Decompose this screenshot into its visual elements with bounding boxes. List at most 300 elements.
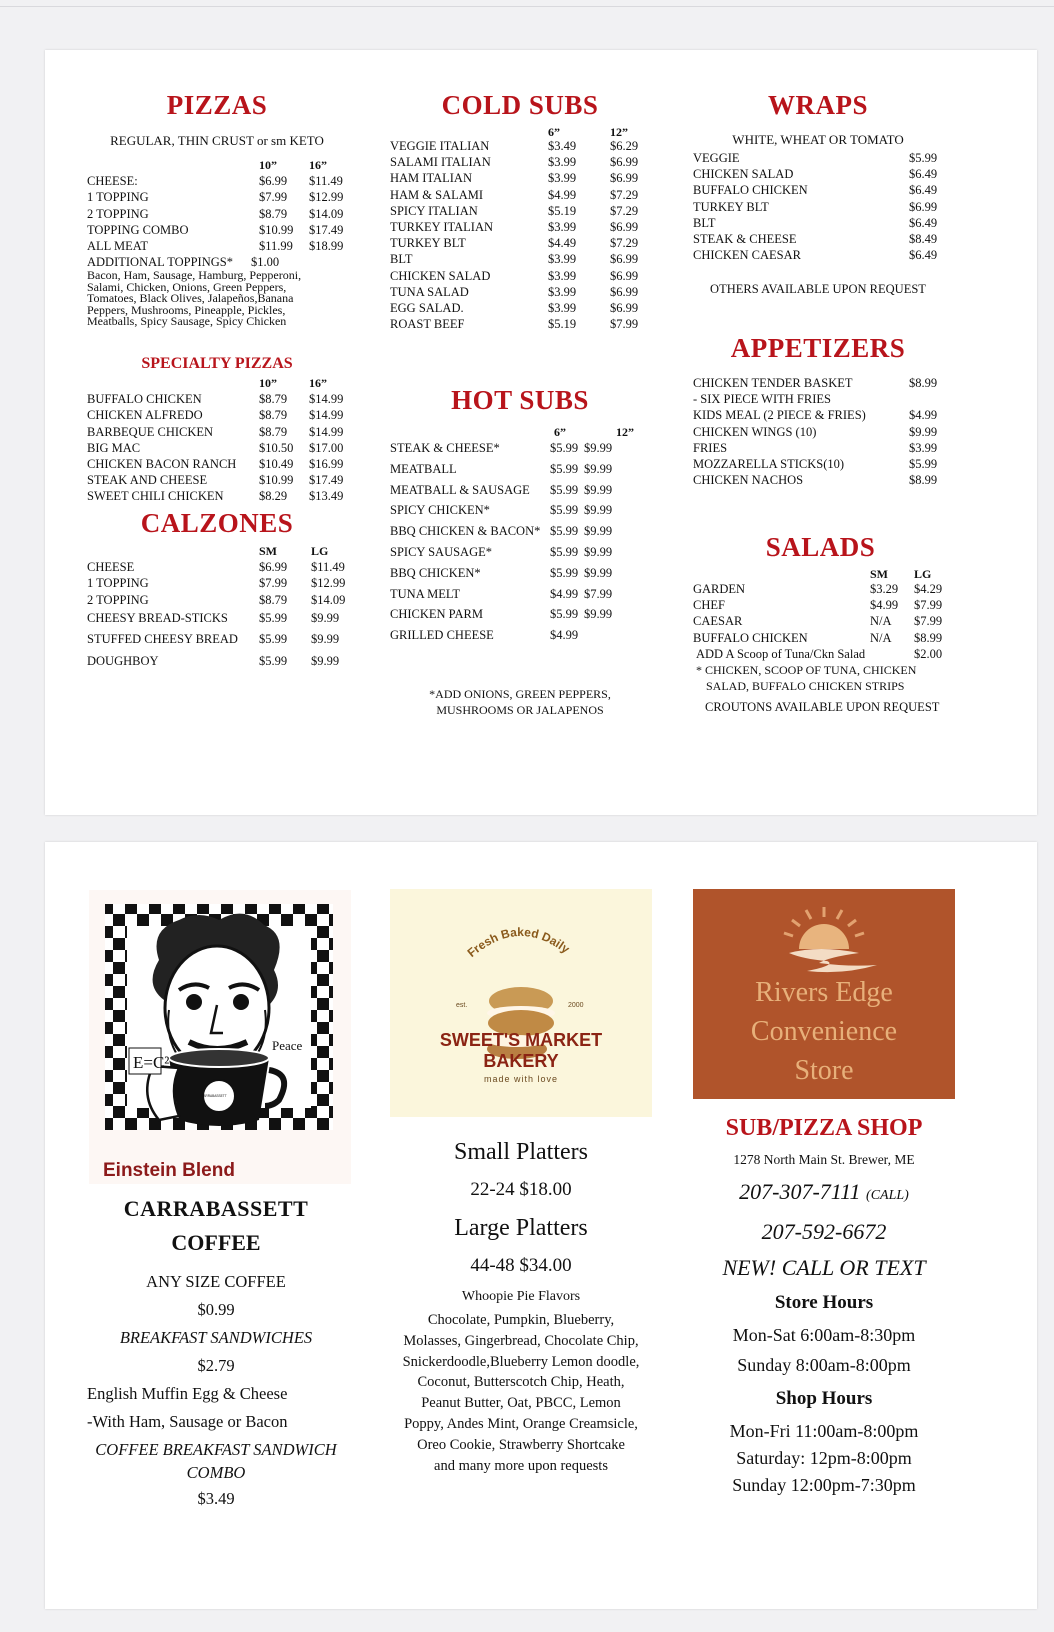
menu-row	[693, 581, 948, 597]
item-price-large: $7.99	[584, 586, 613, 601]
menu-row	[390, 170, 650, 186]
item-price: $8.99	[909, 376, 938, 390]
item-price-large: $6.99	[610, 155, 639, 170]
combo-price: $3.49	[197, 1489, 235, 1508]
item-price-large: $9.99	[584, 524, 613, 539]
menu-row	[390, 203, 650, 219]
hot-subs-note: *ADD ONIONS, GREEN PEPPERS,	[429, 686, 611, 701]
menu-row	[390, 604, 650, 625]
item-price-small: $5.99	[259, 653, 288, 668]
salad-toppings-note: SALAD, BUFFALO CHICKEN STRIPS	[706, 679, 905, 694]
item-price-small: $4.99	[870, 598, 899, 613]
item-name: TUNA MELT	[390, 586, 461, 601]
store-hours-line: Mon-Sat 6:00am-8:30pm	[732, 1325, 916, 1345]
item-price-small: $4.99	[550, 628, 579, 643]
wraps-title: WRAPS	[767, 90, 868, 120]
item-price-large: $6.99	[610, 268, 639, 283]
whoopie-flavor-line: Peanut Butter, Oat, PBCC, Lemon	[421, 1395, 621, 1412]
item-name: - SIX PIECE WITH FRIES	[693, 392, 831, 407]
menu-row	[390, 542, 650, 563]
item-price-large: $7.29	[610, 236, 639, 251]
menu-row	[390, 438, 650, 459]
menu-row	[390, 235, 650, 251]
menu-row	[87, 575, 347, 591]
svg-text:Fresh Baked Daily	[465, 925, 573, 960]
item-name: BARBEQUE CHICKEN	[87, 424, 214, 439]
menu-row	[693, 247, 943, 263]
size-header: 6”	[554, 425, 566, 439]
menu-row	[390, 521, 650, 542]
item-price: $6.99	[909, 199, 938, 214]
phone-text[interactable]: 207-592-6672	[761, 1219, 887, 1244]
menu-row	[693, 407, 943, 423]
size-header: 12”	[610, 125, 628, 139]
item-price-small: $5.99	[550, 441, 579, 455]
size-header: 12”	[616, 425, 634, 439]
item-price-large: $9.99	[584, 441, 613, 455]
logo-formula: E=C²	[133, 1053, 170, 1072]
item-name: SPICY CHICKEN*	[390, 503, 490, 518]
item-price-small: $6.99	[259, 174, 288, 189]
logo-line: Rivers Edge	[755, 977, 893, 1008]
shop-hours-line: Mon-Fri 11:00am-8:00pm	[729, 1421, 919, 1441]
item-price-large: $4.29	[914, 582, 943, 596]
item-price-large: $6.99	[610, 301, 639, 316]
menu-row	[693, 613, 948, 629]
menu-row	[390, 480, 650, 501]
item-price: $6.49	[909, 248, 938, 263]
coffee-title: CARRABASSETT	[123, 1196, 309, 1221]
size-header: LG	[914, 567, 932, 581]
item-name: SWEET CHILI CHICKEN	[87, 489, 224, 504]
item-price-large: $9.99	[311, 653, 340, 668]
size-header: 10”	[259, 158, 277, 172]
item-price-large: $12.99	[311, 576, 346, 591]
item-price-small: $3.99	[548, 155, 577, 170]
item-price-small: $3.99	[548, 252, 577, 267]
item-price: $9.99	[909, 424, 938, 439]
item-price-large: $6.99	[610, 284, 639, 299]
item-name: BUFFALO CHICKEN	[693, 183, 808, 198]
item-price-small: $5.99	[550, 503, 579, 518]
item-name: MEATBALL & SAUSAGE	[390, 482, 530, 497]
logo-line: Store	[794, 1055, 854, 1086]
specialty-title: SPECIALTY PIZZAS	[141, 355, 293, 372]
large-platters: Large Platters	[454, 1215, 588, 1241]
small-platters: Small Platters	[454, 1139, 588, 1165]
phone-call-tag: (CALL)	[866, 1188, 909, 1203]
menu-row	[87, 559, 347, 575]
item-price-small: $8.79	[259, 206, 288, 221]
item-price-small: $8.79	[259, 408, 288, 423]
menu-row	[693, 150, 943, 166]
item-price-large: $11.49	[311, 560, 345, 575]
item-price-small: $5.99	[550, 565, 579, 580]
menu-row	[390, 138, 650, 154]
item-price-large: $13.49	[309, 489, 344, 504]
size-header: 10”	[259, 376, 277, 390]
menu-row	[693, 231, 943, 247]
menu-row	[87, 472, 347, 488]
large-platters-detail: 44-48 $34.00	[470, 1255, 572, 1276]
item-name: HAM & SALAMI	[390, 187, 484, 202]
item-price-small: $10.50	[259, 440, 294, 455]
shop-hours-line: Sunday 12:00pm-7:30pm	[732, 1475, 916, 1495]
item-name: BLT	[390, 252, 413, 267]
menu-row	[390, 251, 650, 267]
hot-subs-title: HOT SUBS	[451, 385, 589, 415]
item-price-small: $10.99	[259, 222, 294, 237]
item-price-small: $11.99	[259, 239, 293, 254]
logo-caption: Einstein Blend	[103, 1160, 235, 1181]
menu-row	[87, 238, 347, 254]
salad-croutons-note: CROUTONS AVAILABLE UPON REQUEST	[705, 700, 940, 715]
shop-hours-line: Saturday: 12pm-8:00pm	[736, 1448, 912, 1468]
item-name: BUFFALO CHICKEN	[693, 630, 808, 645]
item-name: BLT	[693, 215, 716, 230]
phone-call[interactable]: 207-307-7111	[739, 1179, 861, 1204]
item-price-large: $6.99	[610, 220, 639, 235]
breakfast-sandwiches: BREAKFAST SANDWICHES	[119, 1328, 313, 1347]
salad-toppings-note: * CHICKEN, SCOOP OF TUNA, CHICKEN	[696, 663, 917, 678]
breakfast-price: $2.79	[197, 1356, 235, 1375]
rivers-edge-logo	[693, 889, 955, 1099]
item-price-small: $3.99	[548, 220, 577, 235]
muffin-options: -With Ham, Sausage or Bacon	[87, 1412, 288, 1431]
menu-row	[390, 625, 650, 646]
item-name: MEATBALL	[390, 461, 457, 476]
item-name: 1 TOPPING	[87, 576, 149, 591]
size-header: SM	[870, 567, 888, 581]
einstein-blend-logo	[89, 890, 351, 1184]
item-price-small: $8.29	[259, 489, 288, 504]
hot-subs-note: MUSHROOMS OR JALAPENOS	[436, 702, 604, 717]
item-price-large: $9.99	[584, 482, 613, 497]
item-name: CHICKEN SALAD	[693, 167, 794, 182]
whoopie-flavor-line: and many more upon requests	[434, 1457, 608, 1474]
top-divider	[0, 6, 1054, 7]
whoopie-flavor-line: Chocolate, Pumpkin, Blueberry,	[427, 1312, 615, 1328]
appetizers-title: APPETIZERS	[730, 333, 906, 363]
size-header: LG	[311, 544, 329, 558]
wraps-subtitle: WHITE, WHEAT OR TOMATO	[732, 132, 904, 147]
item-price-large: $18.99	[309, 239, 344, 254]
menu-row	[87, 206, 347, 222]
item-name: CHICKEN BACON RANCH	[87, 457, 237, 472]
menu-row	[87, 456, 347, 472]
menu-row	[87, 424, 347, 440]
item-name: CHICKEN ALFREDO	[87, 408, 203, 423]
menu-row	[87, 189, 347, 205]
pizzas-subtitle: REGULAR, THIN CRUST or sm KETO	[110, 133, 324, 148]
item-price-small: N/A	[870, 614, 892, 629]
menu-row	[390, 268, 650, 284]
menu-row	[87, 608, 347, 630]
item-name: CAESAR	[693, 614, 743, 629]
item-price-small: $4.99	[548, 187, 577, 202]
item-price-small: $5.99	[259, 632, 288, 647]
item-price-large: $9.99	[311, 632, 340, 647]
item-name: TOPPING COMBO	[87, 222, 189, 237]
menu-row	[87, 173, 347, 189]
item-name: FRIES	[693, 440, 728, 455]
item-name: CHICKEN WINGS (10)	[693, 424, 817, 439]
cold-subs-title: COLD SUBS	[441, 90, 599, 120]
toppings-list: Bacon, Ham, Sausage, Hamburg, Pepperoni, Salami, Chicken, Onions, Green Peppers, Tomatoes, Black Olives, Jalapeños,Banana Peppers, Mushrooms, Pineapple, Pickles, Meatballs, Spicy Sausage, Spicy Chicken	[87, 268, 302, 329]
size-header: SM	[259, 544, 277, 558]
coffee-title: COFFEE	[171, 1230, 261, 1255]
item-name: STEAK & CHEESE*	[390, 441, 500, 455]
item-price-large: $6.99	[610, 171, 639, 186]
appetizers-section	[693, 333, 943, 488]
menu-row	[693, 472, 943, 488]
additional-toppings-price: $1.00	[251, 255, 280, 270]
size-header: 6”	[548, 125, 560, 139]
menu-row	[390, 187, 650, 203]
item-name: CHEF	[693, 598, 725, 613]
item-price: $6.49	[909, 167, 938, 182]
menu-row	[693, 440, 943, 456]
item-price-small: $8.79	[259, 592, 288, 607]
cold-subs-section	[390, 90, 650, 332]
whoopie-flavor-line: Poppy, Andes Mint, Orange Creamsicle,	[404, 1415, 638, 1432]
item-name: CHICKEN NACHOS	[693, 473, 804, 488]
menu-row	[87, 407, 347, 423]
item-price-small: $4.99	[550, 586, 579, 601]
menu-row	[390, 219, 650, 235]
menu-row	[693, 597, 948, 613]
item-price-large: $14.99	[309, 408, 344, 423]
item-price-small: $5.99	[550, 607, 579, 622]
store-hours-title: Store Hours	[774, 1292, 874, 1313]
item-price-small: $8.79	[259, 392, 288, 407]
item-price-large: $14.09	[309, 206, 344, 221]
item-price-large: $17.49	[309, 222, 344, 237]
shop-hours-title: Shop Hours	[775, 1388, 873, 1409]
item-price-small: $5.99	[550, 461, 579, 476]
item-name: ROAST BEEF	[390, 317, 465, 332]
item-price-small: $5.99	[550, 524, 579, 539]
menu-row	[693, 182, 943, 198]
menu-row	[87, 488, 347, 504]
muffin-sandwich: English Muffin Egg & Cheese	[87, 1384, 288, 1403]
item-price-large: $14.99	[309, 392, 344, 407]
item-name: ALL MEAT	[87, 239, 148, 254]
item-price-small: $3.29	[870, 582, 899, 596]
combo-title: COMBO	[186, 1463, 246, 1482]
item-name: CHEESY BREAD-STICKS	[87, 610, 228, 625]
logo-est: est.	[456, 1002, 468, 1009]
whoopie-flavor-line: Coconut, Butterscotch Chip, Heath,	[417, 1374, 625, 1391]
menu-row	[390, 300, 650, 316]
item-name: GRILLED CHEESE	[390, 628, 494, 643]
item-price-small: $5.19	[548, 203, 577, 218]
item-price-large: $14.99	[309, 424, 344, 439]
logo-arc-text: Fresh Baked Daily	[464, 924, 573, 960]
whoopie-flavors-title: Whoopie Pie Flavors	[461, 1289, 581, 1304]
logo-tagline: made with love	[483, 1074, 559, 1084]
menu-row	[390, 154, 650, 170]
menu-row	[693, 424, 943, 440]
item-name: KIDS MEAL (2 PIECE & FRIES)	[693, 408, 866, 423]
item-name: STEAK & CHEESE	[693, 232, 797, 247]
item-name: SPICY ITALIAN	[390, 203, 478, 218]
item-name: BIG MAC	[87, 440, 141, 455]
additional-toppings-label: ADDITIONAL TOPPINGS*	[87, 255, 233, 270]
item-price-large: $7.99	[914, 614, 943, 629]
item-price-large: $9.99	[584, 544, 613, 559]
item-price: $5.99	[909, 457, 938, 472]
wraps-note: OTHERS AVAILABLE UPON REQUEST	[710, 282, 926, 297]
salad-addon-label: ADD A Scoop of Tuna/Ckn Salad	[696, 646, 866, 661]
item-price-small: $10.99	[259, 473, 294, 488]
any-size-coffee: ANY SIZE COFFEE	[146, 1272, 286, 1291]
menu-page-1	[45, 50, 1037, 815]
menu-page-2	[45, 842, 1037, 1609]
item-price-small: $3.99	[548, 171, 577, 186]
logo-peace: Peace	[272, 1038, 303, 1053]
item-price: $4.99	[909, 408, 938, 423]
item-price-large: $8.99	[914, 630, 943, 645]
calzones-section	[87, 508, 347, 672]
wraps-section	[693, 90, 943, 297]
combo-title: COFFEE BREAKFAST SANDWICH	[95, 1440, 337, 1459]
item-name: GARDEN	[693, 582, 746, 596]
small-platters-detail: 22-24 $18.00	[470, 1179, 572, 1200]
menu-row	[87, 391, 347, 407]
menu-row	[390, 500, 650, 521]
menu-row	[390, 459, 650, 480]
item-price-small: $10.49	[259, 457, 294, 472]
item-price-large: $16.99	[309, 457, 344, 472]
menu-row	[693, 199, 943, 215]
salads-section	[693, 532, 948, 716]
item-name: TUNA SALAD	[390, 284, 469, 299]
coffee-section	[75, 1192, 357, 1514]
item-price-small: $3.49	[548, 139, 577, 153]
store-hours-line: Sunday 8:00am-8:00pm	[737, 1355, 911, 1375]
menu-row	[87, 222, 347, 238]
sweets-market-logo	[390, 889, 652, 1117]
item-price-large: $7.29	[610, 187, 639, 202]
size-header: 16”	[309, 376, 327, 390]
whoopie-pie-icon	[390, 889, 652, 1117]
menu-row	[693, 391, 943, 407]
item-price-small: $7.99	[259, 576, 288, 591]
item-name: CHICKEN TENDER BASKET	[693, 376, 853, 390]
menu-row	[693, 375, 943, 391]
item-price-small: $5.99	[550, 544, 579, 559]
sunrise-river-icon	[693, 889, 955, 1099]
calzones-title: CALZONES	[140, 508, 294, 538]
item-price-large: $9.99	[311, 610, 340, 625]
item-price-large: $11.49	[309, 174, 343, 189]
item-price: $6.49	[909, 215, 938, 230]
item-name: VEGGIE ITALIAN	[390, 139, 490, 153]
store-section	[685, 1110, 963, 1499]
item-name: 2 TOPPING	[87, 206, 149, 221]
item-name: CHEESE:	[87, 174, 138, 189]
pizzas-section	[87, 90, 347, 328]
item-price-large: $6.99	[610, 252, 639, 267]
item-price: $8.49	[909, 232, 938, 247]
item-price-large: $17.49	[309, 473, 344, 488]
item-name: 2 TOPPING	[87, 592, 149, 607]
shop-title: SUB/PIZZA SHOP	[725, 1115, 923, 1141]
store-address: 1278 North Main St. Brewer, ME	[733, 1152, 915, 1167]
item-name: SALAMI ITALIAN	[390, 155, 491, 170]
item-name: STUFFED CHEESY BREAD	[87, 632, 238, 647]
einstein-icon	[89, 890, 351, 1184]
menu-row	[390, 563, 650, 584]
menu-row	[390, 316, 650, 332]
item-name: BBQ CHICKEN & BACON*	[390, 524, 541, 539]
item-price: $5.99	[909, 151, 938, 165]
logo-cup-text: CARRABASSETT	[201, 1094, 227, 1098]
menu-row	[693, 215, 943, 231]
item-price-small: $5.19	[548, 317, 577, 332]
item-price: $6.49	[909, 183, 938, 198]
item-price-large: $9.99	[584, 461, 613, 476]
item-price-small: $7.99	[259, 190, 288, 205]
item-price-small: $8.79	[259, 424, 288, 439]
item-name: SPICY SAUSAGE*	[390, 544, 492, 559]
item-price-large: $6.29	[610, 139, 639, 153]
item-price-small: $5.99	[259, 610, 288, 625]
item-name: HAM ITALIAN	[390, 171, 472, 186]
item-price: $8.99	[909, 473, 938, 488]
item-name: CHICKEN SALAD	[390, 268, 491, 283]
item-name: CHICKEN CAESAR	[693, 248, 801, 263]
logo-year: 2000	[568, 1002, 584, 1009]
item-price-small: $5.99	[550, 482, 579, 497]
whoopie-flavor-line: Molasses, Gingerbread, Chocolate Chip,	[403, 1332, 639, 1349]
bakery-section	[375, 1132, 667, 1476]
item-price-large: $12.99	[309, 190, 344, 205]
item-price-small: $3.99	[548, 268, 577, 283]
item-price: $3.99	[909, 440, 938, 455]
item-price-small: $4.49	[548, 236, 577, 251]
item-price-large: $14.09	[311, 592, 346, 607]
menu-row	[87, 440, 347, 456]
item-price-small: $3.99	[548, 301, 577, 316]
item-name: CHEESE	[87, 560, 135, 575]
item-name: TURKEY BLT	[693, 199, 769, 214]
item-price-large: $9.99	[584, 607, 613, 622]
item-name: BUFFALO CHICKEN	[87, 392, 202, 407]
menu-row	[390, 284, 650, 300]
item-price-small: $6.99	[259, 560, 288, 575]
item-price-large: $7.99	[914, 598, 943, 613]
item-price-large: $7.29	[610, 203, 639, 218]
item-name: 1 TOPPING	[87, 190, 149, 205]
item-name: TURKEY ITALIAN	[390, 220, 494, 235]
menu-row	[693, 456, 943, 472]
logo-line: Convenience	[750, 1016, 898, 1047]
hot-subs-section	[390, 385, 650, 718]
pizzas-title: PIZZAS	[166, 90, 268, 120]
logo-name: BAKERY	[483, 1051, 559, 1071]
menu-row	[87, 651, 347, 673]
call-or-text-note: NEW! CALL OR TEXT	[722, 1255, 926, 1280]
item-name: MOZZARELLA STICKS(10)	[693, 457, 845, 472]
whoopie-flavor-line: Snickerdoodle,Blueberry Lemon doodle,	[402, 1353, 640, 1370]
item-name: TURKEY BLT	[390, 236, 466, 251]
item-name: VEGGIE	[693, 151, 740, 165]
menu-row	[693, 630, 948, 646]
item-price-large: $9.99	[584, 565, 613, 580]
item-price-small: $3.99	[548, 284, 577, 299]
